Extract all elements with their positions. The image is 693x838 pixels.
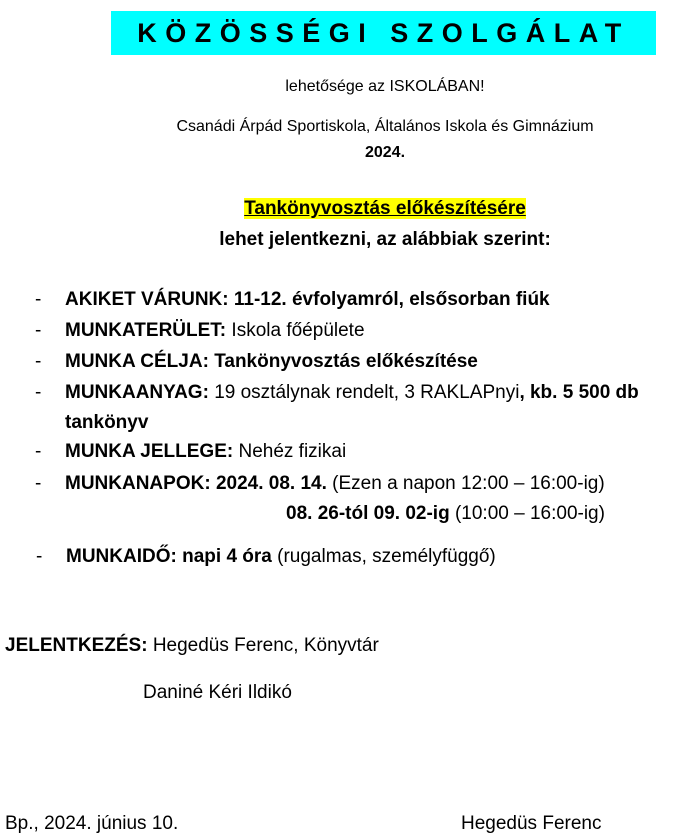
- item-label: MUNKANAPOK:: [65, 473, 211, 494]
- signer: Hegedüs Ferenc: [461, 813, 602, 834]
- item-value: (10:00 – 16:00-ig): [454, 503, 605, 524]
- signup-label: JELENTKEZÉS:: [5, 635, 148, 656]
- item-value: 11-12. évfolyamról, elsősorban fiúk: [233, 289, 550, 310]
- item-value: (rugalmas, személyfüggő): [277, 546, 496, 567]
- item-label: MUNKATERÜLET:: [65, 320, 227, 341]
- item-continuation: tankönyv: [65, 412, 149, 433]
- item-label: MUNKAIDŐ:: [66, 546, 177, 567]
- year: 2024.: [364, 144, 406, 161]
- list-dash: -: [35, 289, 42, 310]
- list-item: [35, 289, 550, 311]
- list-item: [35, 351, 478, 373]
- topic-highlight: Tankönyvosztás előkészítésére: [244, 198, 526, 219]
- signup-contact: Hegedüs Ferenc, Könyvtár: [152, 635, 379, 656]
- page-title: KÖZÖSSÉGI SZOLGÁLAT: [111, 11, 656, 55]
- list-dash: -: [35, 320, 42, 341]
- list-item: [36, 546, 496, 568]
- signup-line: [5, 635, 379, 657]
- subtitle: lehetősége az ISKOLÁBAN!: [285, 78, 485, 95]
- item-value: Iskola főépülete: [231, 320, 365, 341]
- list-item: [35, 473, 605, 495]
- item-label: MUNKA JELLEGE:: [65, 441, 234, 462]
- list-dash: -: [35, 382, 42, 403]
- list-item: [35, 382, 639, 404]
- list-dash: -: [35, 441, 42, 462]
- list-dash: -: [36, 546, 43, 567]
- list-item: [35, 320, 365, 342]
- topic-sub: lehet jelentkezni, az alábbiak szerint:: [219, 229, 551, 250]
- item-value-bold: 2024. 08. 14.: [215, 473, 327, 494]
- list-dash: -: [35, 473, 42, 494]
- item-value: 19 osztálynak rendelt, 3 RAKLAPnyi: [214, 382, 520, 403]
- item-label: AKIKET VÁRUNK:: [65, 289, 229, 310]
- school-name: Csanádi Árpád Sportiskola, Általános Iskola és Gimnázium: [176, 118, 594, 135]
- item-continuation: [286, 503, 605, 525]
- item-label: MUNKAANYAG:: [65, 382, 209, 403]
- item-value: Tankönyvosztás előkészítése: [214, 351, 478, 372]
- item-value: Nehéz fizikai: [238, 441, 347, 462]
- item-value: (Ezen a napon 12:00 – 16:00-ig): [332, 473, 605, 494]
- item-value-bold: 08. 26-tól 09. 02-ig: [286, 503, 450, 524]
- signup-contact-2: Daniné Kéri Ildikó: [143, 682, 292, 703]
- item-label: MUNKA CÉLJA:: [65, 351, 209, 372]
- place-date: Bp., 2024. június 10.: [5, 813, 179, 834]
- item-value-bold: napi 4 óra: [182, 546, 272, 567]
- list-dash: -: [35, 351, 42, 372]
- topic-line: [0, 198, 693, 220]
- item-value-bold: , kb. 5 500 db: [519, 382, 639, 403]
- list-item: [35, 441, 346, 463]
